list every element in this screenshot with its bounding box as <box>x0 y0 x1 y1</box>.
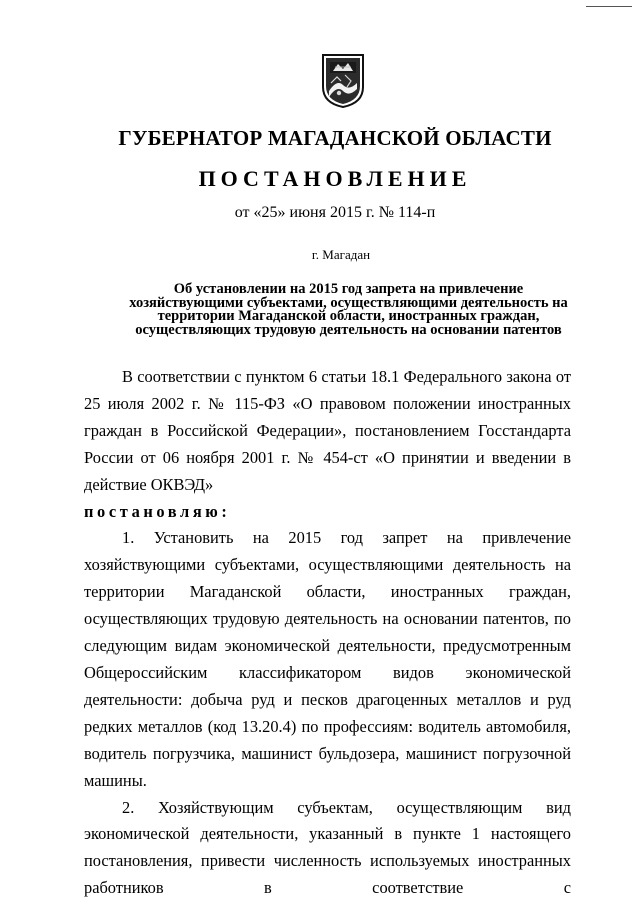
document-date-number: от «25» июня 2015 г. № 114-п <box>234 204 436 221</box>
coat-of-arms-icon <box>321 53 365 109</box>
item-1-paragraph: 1. Установить на 2015 год запрет на привлечение хозяйствующими субъектами, осуществляющими деятельность на территории Магаданской области, иностранных граждан, осуществляющих трудовую деятельность на основании патентов, по следующим видам экономической деятельности, предусмотренным Общероссийским классификатором видов экономической деятельности: добыча руд и песков драгоценных металлов и руд редких металлов (код 13.20.4) по профессиям: водитель автомобиля, водитель погрузчика, машинист бульдозера, машинист погрузочной машины. <box>84 528 571 790</box>
document-body <box>84 364 571 902</box>
document-city: г. Магадан <box>311 247 371 262</box>
item-2-paragraph: 2. Хозяйствующим субъектам, осуществляющим вид экономической деятельности, указанный в пункте 1 настоящего постановления, привести численность используемых иностранных работников в соответствие с <box>84 797 571 898</box>
decree-word: постановляю: <box>84 501 231 521</box>
issuing-authority: ГУБЕРНАТОР МАГАДАНСКОЙ ОБЛАСТИ <box>118 126 552 150</box>
corner-mark <box>586 6 632 7</box>
document-type: ПОСТАНОВЛЕНИЕ <box>198 166 472 191</box>
document-title: Об установлении на 2015 год запрета на привлечение хозяйствующими субъектами, осуществляющими деятельность на территории Магаданской области, иностранных граждан, осуществляющих трудовую деятельность на основании патентов <box>129 281 568 338</box>
preamble-paragraph: В соответствии с пунктом 6 статьи 18.1 Федерального закона от 25 июля 2002 г. № 115-ФЗ «О правовом положении иностранных граждан в Российской Федерации», постановлением Госстандарта России от 06 ноября 2001 г. № 454-ст «О принятии и введении в действие ОКВЭД» <box>84 367 571 494</box>
